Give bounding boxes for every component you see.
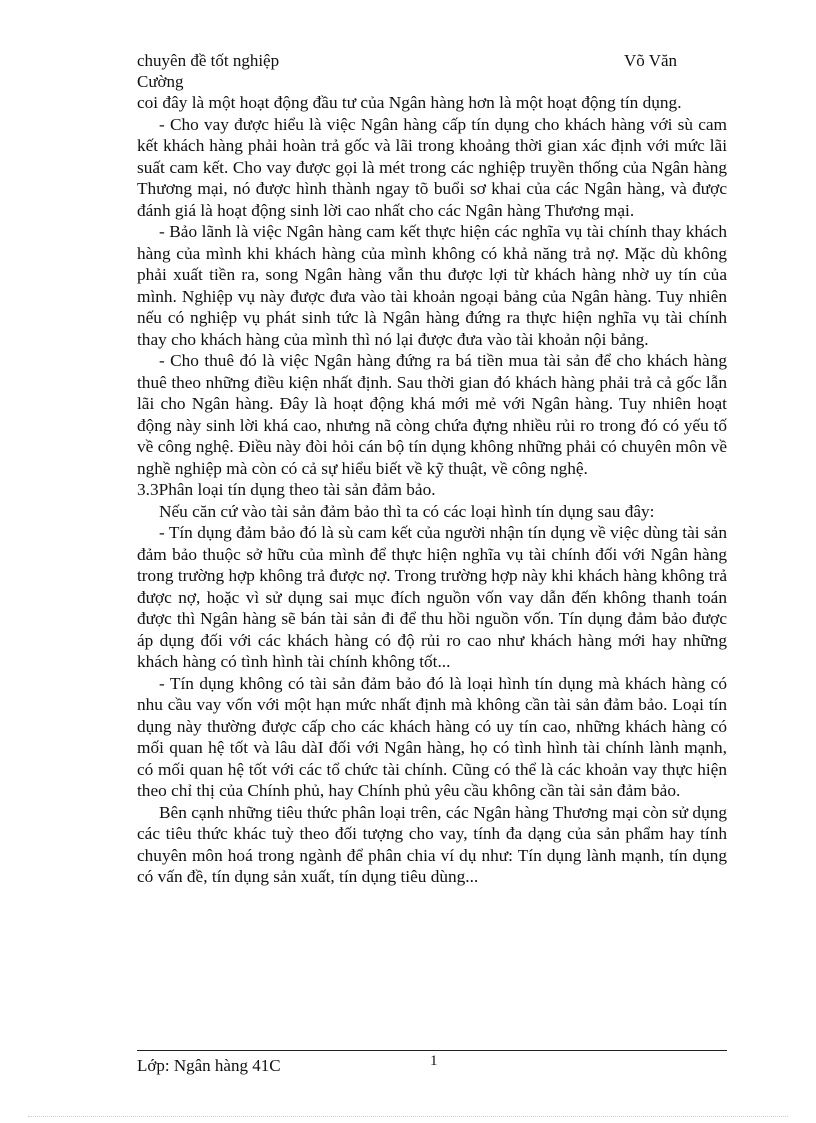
paragraph: - Tín dụng không có tài sản đảm bảo đó là loại hình tín dụng mà khách hàng có nhu cầu vay vốn với một hạn mức nhất định mà không cần tài sản đảm bảo. Loại tín dụng này thường được cấp cho các khách hàng có uy tín cao, những khách hàng có mối quan hệ tốt và lâu dàI đối với Ngân hàng, họ có tình hình tài chính lành mạnh, có mối quan hệ tốt với các tổ chức tài chính. Cũng có thể là các khoản vay thực hiện theo chỉ thị của Chính phủ, hay Chính phủ yêu cầu không cần tài sản đảm bảo. (137, 673, 727, 800)
paragraph: Nếu căn cứ vào tài sản đảm bảo thì ta có các loại hình tín dụng sau đây: (159, 501, 655, 521)
page-number: 1 (430, 1053, 438, 1069)
header-title-line1: chuyên đề tốt nghiệp (137, 51, 280, 70)
paragraph: Bên cạnh những tiêu thức phân loại trên, các Ngân hàng Thương mại còn sử dụng các tiêu thức khác tuỳ theo đối tượng cho vay, tính đa dạng của sản phẩm hay tính chuyên môn hoá trong ngành để phân chia ví dụ như: Tín dụng lành mạnh, tín dụng có vấn đề, tín dụng sản xuất, tín dụng tiêu dùng... (137, 802, 727, 886)
section-heading: 3.3Phân loại tín dụng theo tài sản đảm bảo. (137, 480, 436, 499)
footer-class-label: Lớp: Ngân hàng 41C (137, 1056, 281, 1075)
header-author: Võ Văn (624, 51, 678, 70)
paragraph: - Cho thuê đó là việc Ngân hàng đứng ra bá tiền mua tài sản để cho khách hàng thuê theo những điều kiện nhất định. Sau thời gian đó khách hàng phải trả cả gốc lẫn lãi cho Ngân hàng. Đây là hoạt động khá mới mẻ với Ngân hàng. Tuy nhiên hoạt động này sinh lời khá cao, nhưng nã còng chứa đựng nhiều rủi ro trong đó có yếu tố về công nghệ. Điều này đòi hỏi cán bộ tín dụng không những phải có chuyên môn về nghề nghiệp mà còn có cả sự hiểu biết về kỹ thuật, về công nghệ. (137, 351, 727, 478)
paragraph: - Tín dụng đảm bảo đó là sù cam kết của người nhận tín dụng về việc dùng tài sản đảm bảo thuộc sở hữu của mình để thực hiện nghĩa vụ tài chính đối với Ngân hàng trong trường hợp không trả được nợ. Trong trường hợp này khi khách hàng không trả được nợ, hoặc vì sử dụng sai mục đích nguồn vốn vay dẫn đến không thanh toán được thì Ngân hàng sẽ bán tài sản đi để thu hồi nguồn vốn. Tín dụng đảm bảo được áp dụng đối với các khách hàng có độ rủi ro cao như khách hàng mới hay những khách hàng có tình hình tài chính không tốt... (137, 523, 727, 671)
paragraph: - Cho vay được hiểu là việc Ngân hàng cấp tín dụng cho khách hàng với sù cam kết khách hàng phải hoàn trả gốc và lãi trong khoảng thời gian xác định với mức lãi suất cam kết. Cho vay được gọi là mét trong các nghiệp truyền thống của Ngân hàng Thương mại, nó được hình thành ngay tõ buổi sơ khai của các Ngân hàng, và được đánh giá là hoạt động sinh lời cao nhất cho các Ngân hàng Thương mại. (137, 114, 727, 220)
header-title-line2: Cường (137, 72, 184, 91)
header-title (137, 50, 437, 92)
paragraph: coi đây là một hoạt động đầu tư của Ngân hàng hơn là một hoạt động tín dụng. (137, 93, 682, 112)
page-edge-divider (28, 1116, 788, 1117)
paragraph: - Bảo lãnh là việc Ngân hàng cam kết thực hiện các nghĩa vụ tài chính thay khách hàng của mình khi khách hàng của mình không có khả năng trả nợ. Mặc dù không phải xuất tiền ra, song Ngân hàng vẫn thu được lợi từ khách hàng nhờ uy tín của mình. Nghiệp vụ này được đưa vào tài khoản ngoại bảng của Ngân hàng. Tuy nhiên nếu có nghiệp vụ phát sinh tức là Ngân hàng đứng ra thực hiện nghĩa vụ tài chính thay cho khách hàng của mình thì nó lại được đưa vào tài khoản nội bảng. (137, 222, 727, 349)
footer-divider (137, 1050, 727, 1051)
document-body (137, 92, 727, 888)
